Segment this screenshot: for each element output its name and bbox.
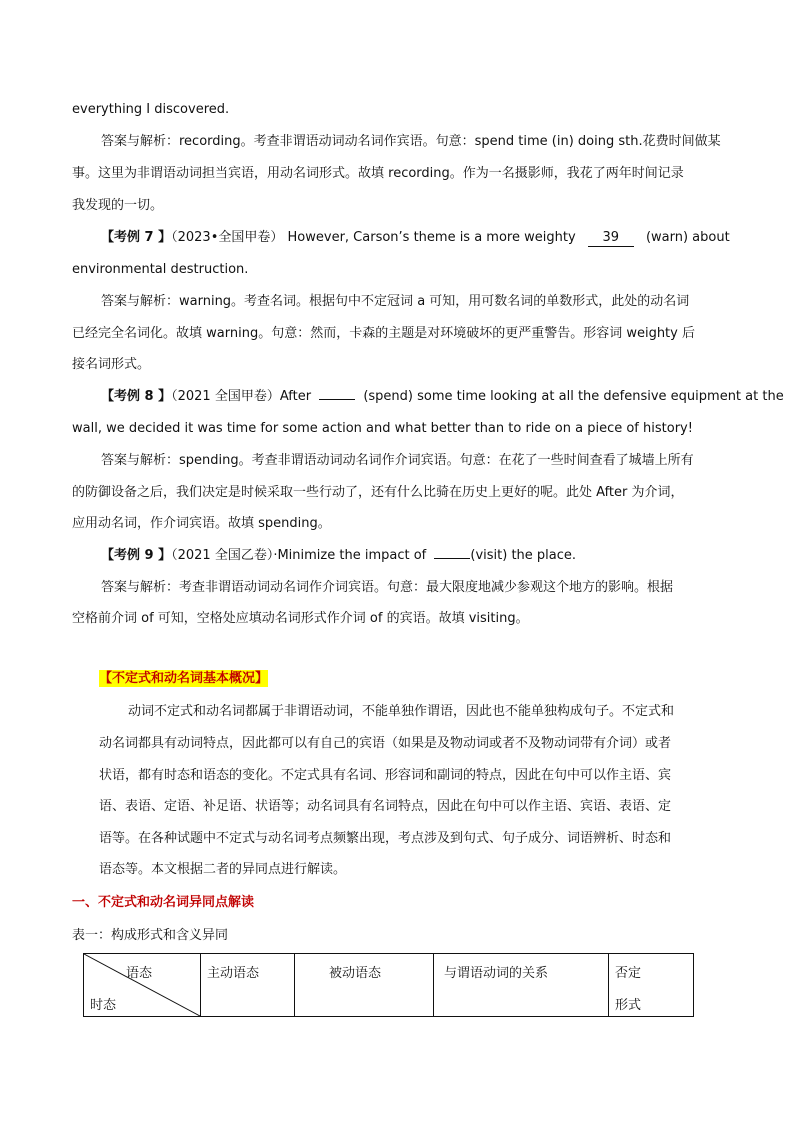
text-line: 我发现的一切。: [72, 198, 164, 213]
overview-paragraph: 语态等。本文根据二者的异同点进行解读。: [99, 862, 347, 877]
example-9-answer: 答案与解析：考查非谓语动词动名词作介词宾语。句意：最大限度地减少参观这个地方的影响。根据: [101, 580, 674, 595]
table-caption: 表一：构成形式和含义异同: [72, 928, 229, 943]
question-text: ·Minimize the impact of: [273, 548, 427, 563]
question-text: (warn) about: [645, 230, 730, 245]
answer-blank: [434, 558, 470, 559]
example-7-answer: 答案与解析：warning。考查名词。根据句中不定冠词 a 可知，用可数名词的单数形式，此处的动名词: [101, 294, 690, 309]
example-8-answer: 应用动名词，作介词宾语。故填 spending。: [72, 516, 331, 531]
question-text: After: [279, 389, 312, 404]
header-passive: 被动语态: [329, 966, 382, 981]
header-negative-2: 形式: [615, 998, 642, 1013]
header-cell: [201, 954, 295, 1017]
overview-paragraph: 语、表语、定语、补足语、状语等；动名词具有名词特点，因此在句中可以作主语、宾语、表语、定: [99, 799, 672, 814]
question-text: However, Carson’s theme is a more weighty: [287, 230, 576, 245]
text-line: 事。这里为非谓语动词担当宾语，用动名词形式。故填 recording。作为一名摄影师，我花了两年时间记录: [72, 166, 684, 181]
comparison-table: [83, 953, 694, 1017]
example-9-question: [101, 548, 576, 564]
table-header-row: [84, 954, 694, 1017]
answer-blank: [319, 399, 355, 400]
example-9-answer: 空格前介词 of 可知，空格处应填动名词形式作介词 of 的宾语。故填 visiting。: [72, 611, 529, 626]
header-relation: 与谓语动词的关系: [444, 966, 549, 981]
header-cell: [295, 954, 434, 1017]
diag-bottom-label: 时态: [90, 998, 117, 1013]
example-7-question-cont: environmental destruction.: [72, 262, 249, 277]
text-line: 答案与解析：recording。考查非谓语动词动名词作宾语。句意：spend time (in) doing sth.花费时间做某: [101, 134, 721, 149]
answer-blank: 39: [588, 230, 634, 247]
example-7-answer: 已经完全名词化。故填 warning。句意：然而，卡森的主题是对环境破坏的更严重警告。形容词 weighty 后: [72, 326, 695, 341]
example-tag: 【考例 9 】: [101, 548, 172, 563]
question-text: (visit) the place.: [470, 548, 577, 563]
header-cell: [434, 954, 609, 1017]
example-8-answer: 答案与解析：spending。考查非谓语动词动名词作介词宾语。句意：在花了一些时间查看了城墙上所有: [101, 453, 694, 468]
example-7-answer: 接名词形式。: [72, 357, 151, 372]
header-active: 主动语态: [207, 966, 260, 981]
header-cell: [609, 954, 694, 1017]
highlighted-title: 【不定式和动名词基本概况】: [99, 671, 269, 686]
example-7-question: [101, 230, 730, 247]
header-negative-1: 否定: [615, 966, 642, 981]
example-8-question-cont: wall, we decided it was time for some action and what better than to ride on a piece of history!: [72, 421, 693, 436]
overview-paragraph: 语等。在各种试题中不定式与动名词考点频繁出现，考点涉及到句式、句子成分、词语辨析、时态和: [99, 831, 672, 846]
example-source: （2021 全国甲卷）: [171, 389, 280, 404]
question-text: (spend) some time looking at all the defensive equipment at the: [363, 389, 784, 404]
overview-paragraph: 状语，都有时态和语态的变化。不定式具有名词、形容词和副词的特点，因此在句中可以作主语、宾: [99, 768, 672, 783]
diagonal-header-cell: [84, 954, 201, 1017]
text-line: everything I discovered.: [72, 102, 230, 117]
example-source: （2021 全国乙卷）: [171, 548, 274, 563]
example-tag: 【考例 7 】: [101, 230, 172, 245]
example-source: （2023•全国甲卷）: [171, 230, 284, 245]
example-8-question: [101, 389, 784, 405]
section-heading: 一、不定式和动名词异同点解读: [72, 895, 255, 910]
overview-paragraph: 动名词都具有动词特点，因此都可以有自己的宾语（如果是及物动词或者不及物动词带有介词）或者: [99, 736, 672, 751]
overview-title: [99, 671, 268, 687]
example-tag: 【考例 8 】: [101, 389, 172, 404]
diag-top-label: 语态: [126, 966, 153, 981]
overview-paragraph: 动词不定式和动名词都属于非谓语动词，不能单独作谓语，因此也不能单独构成句子。不定式和: [128, 704, 675, 719]
example-8-answer: 的防御设备之后，我们决定是时候采取一些行动了，还有什么比骑在历史上更好的呢。此处 After 为介词，: [72, 485, 684, 500]
